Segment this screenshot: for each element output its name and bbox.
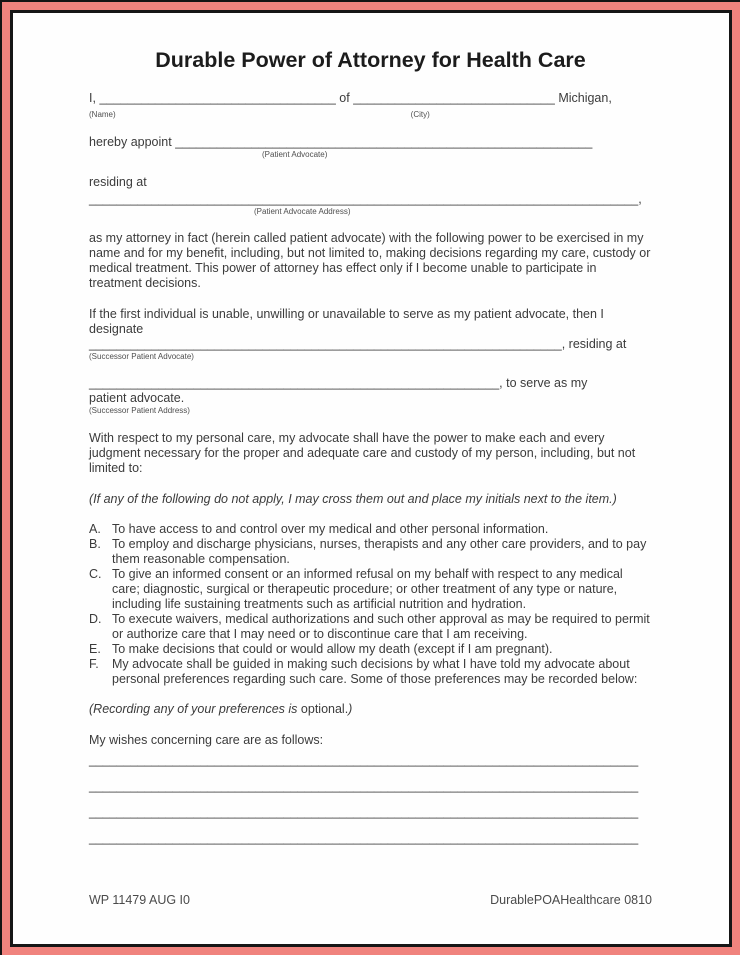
successor-advocate-suffix: , residing at	[561, 337, 627, 351]
powers-list	[89, 522, 652, 687]
successor-address-blank-field: ___________________________________________________________	[89, 376, 500, 390]
list-item-c	[89, 567, 652, 612]
list-item-letter: E.	[89, 642, 101, 656]
i-prefix: I,	[89, 91, 96, 105]
appoint-prefix: hereby appoint	[89, 135, 172, 149]
page-footer	[89, 893, 652, 908]
recording-note-regular: optional.	[297, 702, 349, 716]
recording-note	[89, 702, 652, 717]
document-page	[10, 10, 732, 947]
name-city-line	[89, 91, 652, 106]
form-name-code: DurablePOAHealthcare 0810	[490, 893, 652, 907]
successor-address-line	[89, 376, 652, 391]
name-city-labels	[89, 106, 652, 121]
successor-advocate-line	[89, 337, 652, 352]
successor-advocate-label: (Successor Patient Advocate)	[89, 352, 194, 361]
state-suffix: Michigan,	[558, 91, 612, 105]
wishes-blank-line-3: _______________________________________________________________________________	[89, 805, 639, 819]
list-item-letter: F.	[89, 657, 99, 671]
successor-address-tail: patient advocate.	[89, 391, 185, 405]
successor-address-suffix: , to serve as my	[499, 376, 588, 390]
wishes-blank-line-1: _______________________________________________________________________________	[89, 753, 639, 767]
list-item-text: To give an informed consent or an informed refusal on my behalf with respect to any medical care; diagnostic, surgical or therapeutic procedure; or other treatment of any type or nature, including life sustaining treatments such as artificial nutrition and hydration.	[112, 567, 623, 611]
document-title: Durable Power of Attorney for Health Care	[155, 48, 586, 72]
list-item-a	[89, 522, 652, 537]
patient-advocate-address-blank-field: _______________________________________________________________________________,	[89, 192, 642, 206]
wishes-blank-line-4: _______________________________________________________________________________	[89, 831, 639, 845]
successor-advocate-blank-field: ____________________________________________________________________	[89, 337, 562, 351]
form-number: WP 11479 AUG I0	[89, 893, 190, 907]
city-blank-field: _____________________________	[353, 91, 555, 105]
patient-advocate-address-label: (Patient Advocate Address)	[254, 207, 351, 216]
list-item-text: To execute waivers, medical authorizations and such other approval as may be required to permit or authorize care that I may need or to discontinue care that I am receiving.	[112, 612, 650, 641]
list-item-text: To make decisions that could or would allow my death (except if I am pregnant).	[112, 642, 553, 656]
list-item-letter: A.	[89, 522, 101, 536]
residing-at-line: residing at	[89, 175, 147, 189]
city-label: (City)	[410, 110, 430, 119]
wishes-intro: My wishes concerning care are as follows:	[89, 733, 324, 747]
list-item-letter: C.	[89, 567, 102, 581]
list-item-d	[89, 612, 652, 642]
list-item-text: To have access to and control over my medical and other personal information.	[112, 522, 549, 536]
patient-advocate-label: (Patient Advocate)	[262, 150, 328, 159]
recording-note-italic-prefix: (Recording any of your preferences is	[89, 702, 298, 716]
name-blank-field: __________________________________	[99, 91, 336, 105]
cross-out-note: (If any of the following do not apply, I may cross them out and place my initials next to the item.)	[89, 492, 617, 506]
recording-note-italic-suffix: )	[348, 702, 353, 716]
name-label: (Name)	[89, 110, 116, 119]
successor-intro-paragraph: If the first individual is unable, unwilling or unavailable to serve as my patient advocate, then I designate	[89, 307, 604, 336]
wishes-blank-line-2: _______________________________________________________________________________	[89, 779, 639, 793]
list-item-b	[89, 537, 652, 567]
patient-advocate-blank-field: ____________________________________________________________	[175, 135, 593, 149]
list-item-letter: B.	[89, 537, 101, 551]
appoint-line	[89, 135, 652, 150]
respect-paragraph: With respect to my personal care, my advocate shall have the power to make each and every judgment necessary for the proper and adequate care and custody of my person, including, but not limited to:	[89, 431, 636, 475]
powers-paragraph: as my attorney in fact (herein called patient advocate) with the following power to be exercised in my name and for my benefit, including, but not limited to, making decisions regarding my care, custody or medical treatment. This power of attorney has effect only if I become unable to participate in treatment decisions.	[89, 231, 651, 290]
list-item-text: My advocate shall be guided in making such decisions by what I have told my advocate about personal preferences regarding such care. Some of those preferences may be recorded below:	[112, 657, 638, 686]
list-item-f	[89, 657, 652, 687]
list-item-e	[89, 642, 652, 657]
list-item-text: To employ and discharge physicians, nurses, therapists and any other care providers, and to pay them reasonable compensation.	[112, 537, 647, 566]
of-word: of	[339, 91, 350, 105]
successor-address-label: (Successor Patient Address)	[89, 406, 190, 415]
list-item-letter: D.	[89, 612, 102, 626]
